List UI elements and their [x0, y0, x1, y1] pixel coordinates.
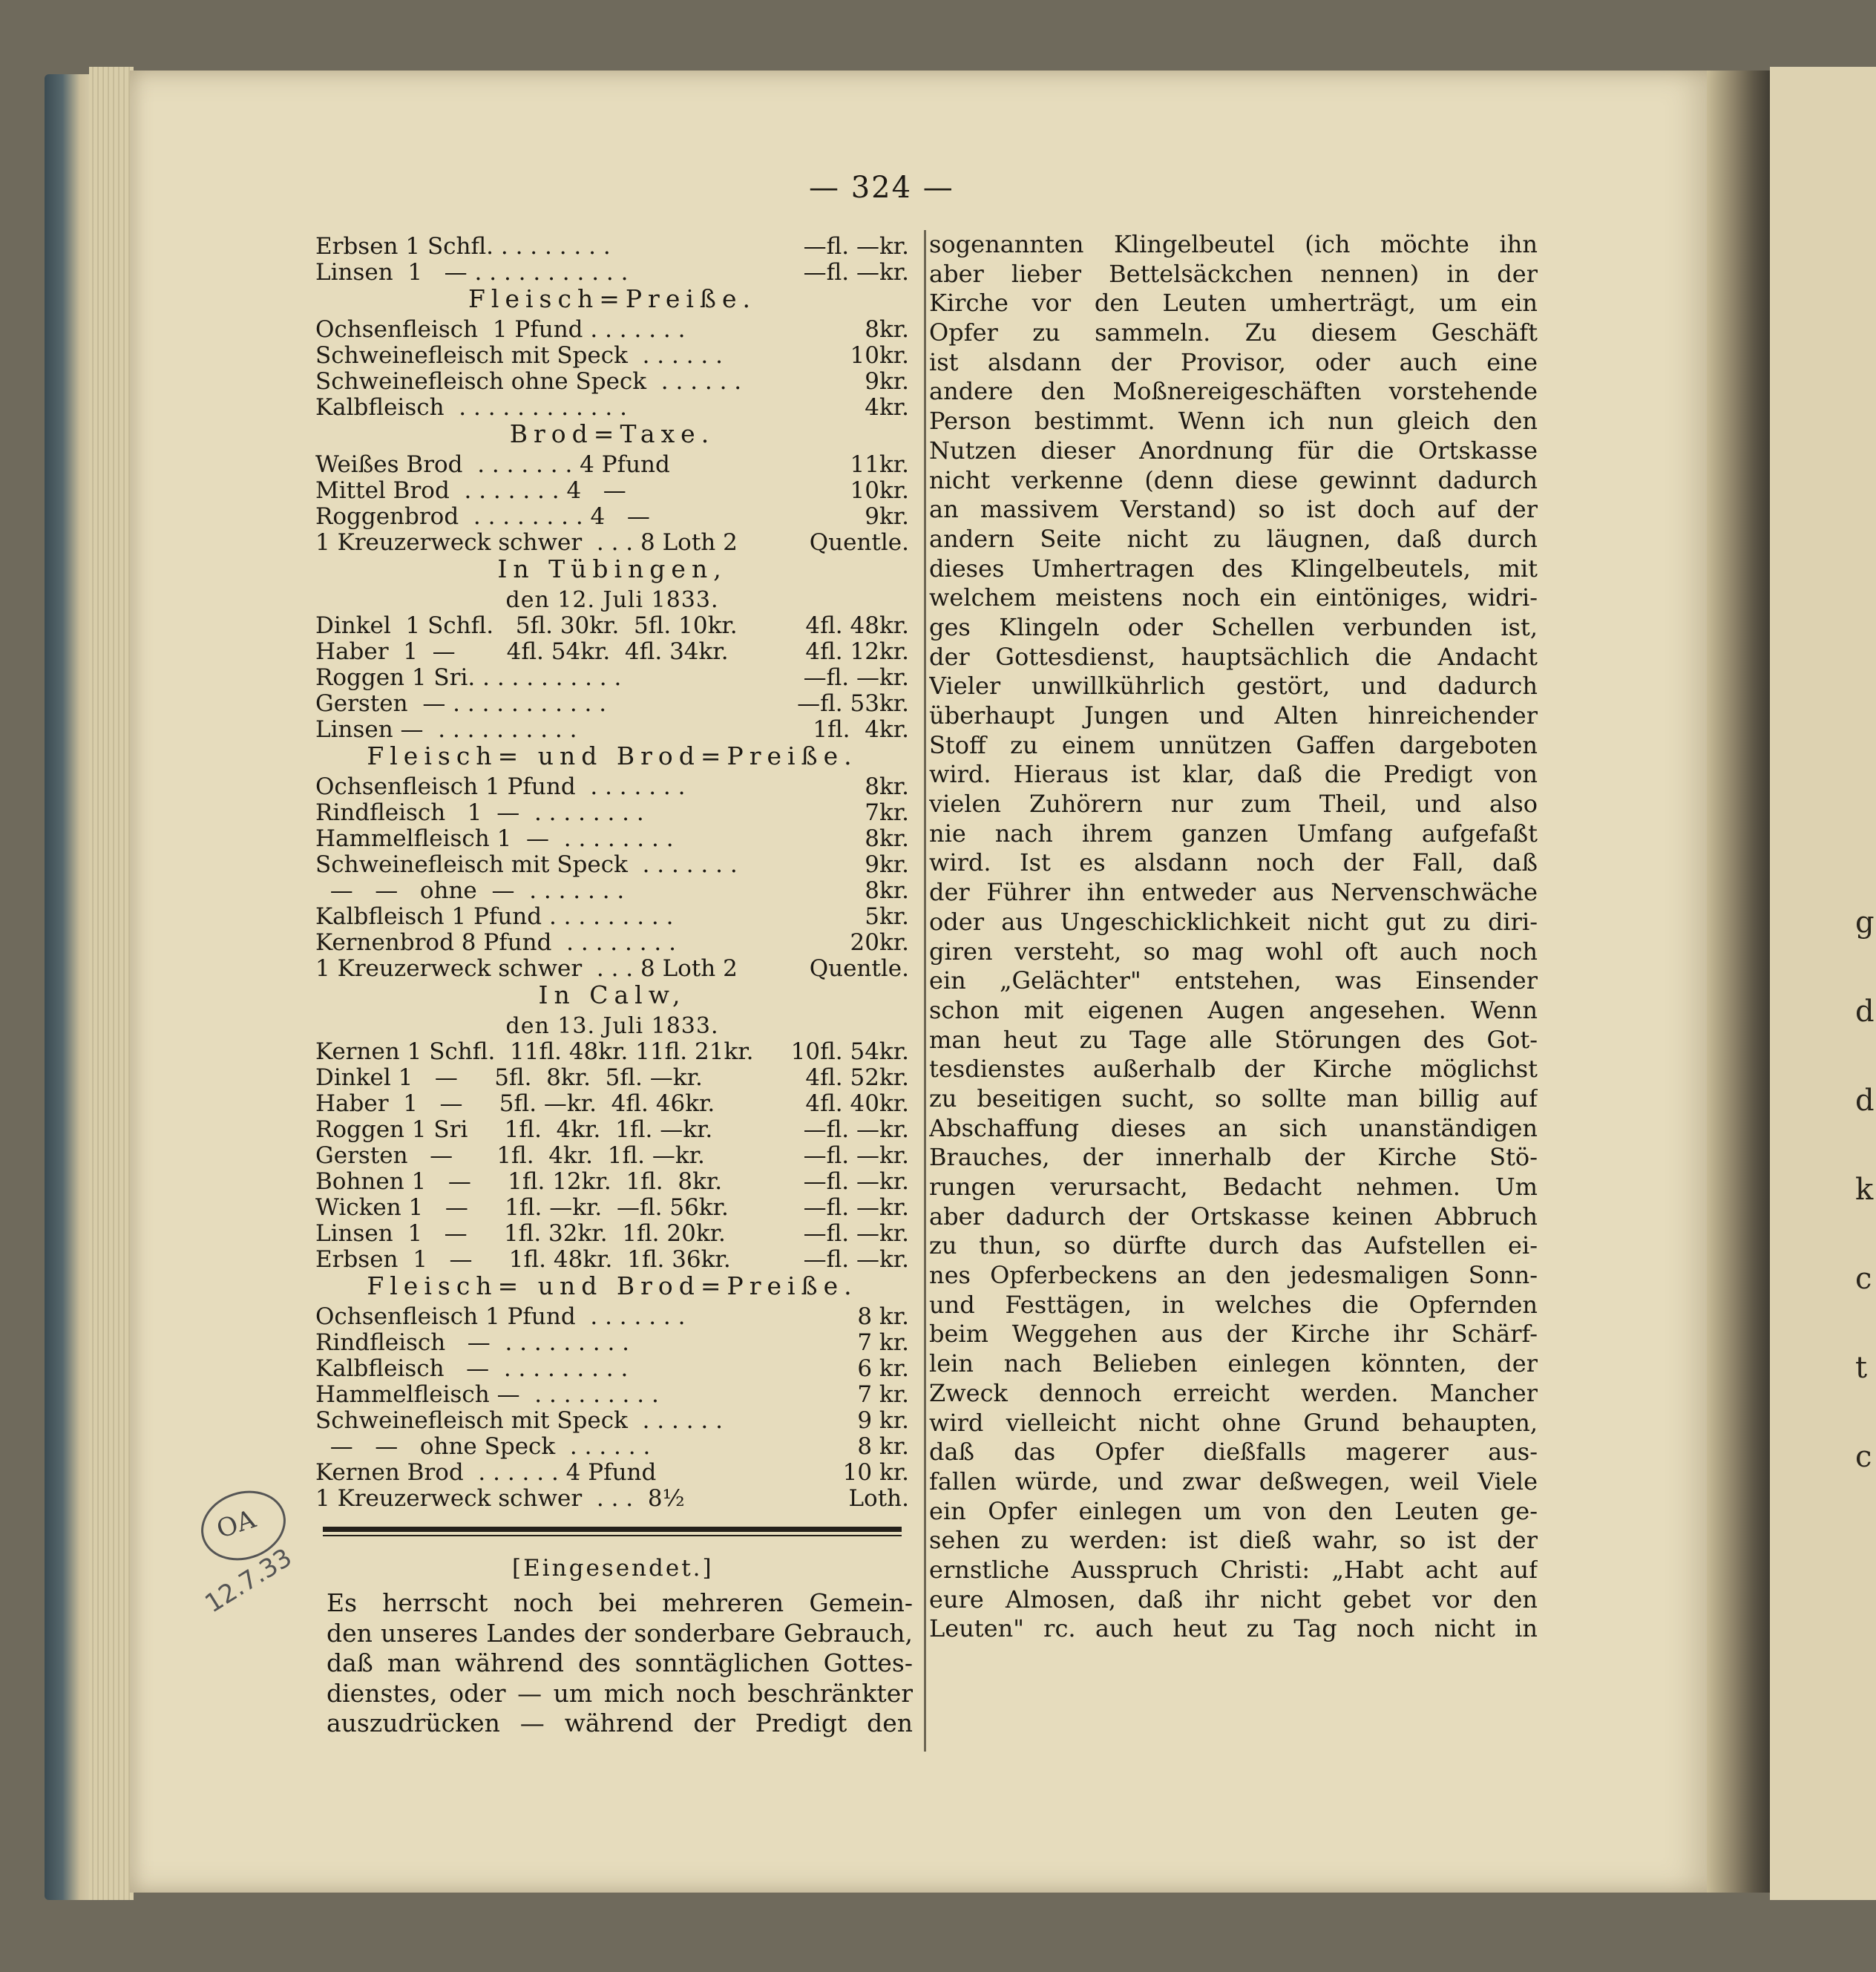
text-line: tesdienstes außerhalb der Kirche möglichst [929, 1055, 1538, 1084]
text-line: lein nach Belieben einlegen könnten, der [929, 1349, 1538, 1378]
price-item: 1 Kreuzerweck schwer . . . 8 Loth 2 [315, 529, 738, 556]
price-row [315, 1091, 909, 1117]
next-page-edge [1770, 67, 1876, 1900]
price-row [315, 1195, 909, 1221]
text-line: Vieler unwillkührlich gestört, und dadurch [929, 672, 1538, 701]
handwritten-date: 12.7.33 [200, 1542, 298, 1619]
price-item: Schweinefleisch ohne Speck . . . . . . [315, 368, 742, 395]
price-item: — — ohne Speck . . . . . . [315, 1433, 651, 1460]
text-line: beim Weggehen aus der Kirche ihr Schärf- [929, 1320, 1538, 1349]
price-row [315, 504, 909, 530]
price-row [315, 1117, 909, 1143]
section-heading: In Tübingen, [497, 554, 727, 583]
price-value: 4fl. 12kr. [805, 638, 909, 665]
text-line: Opfer zu sammeln. Zu diesem Geschäft [929, 318, 1538, 347]
eingesandt-heading: [Eingesendet.] [512, 1555, 714, 1582]
text-line: dieses Umhertragen des Klingelbeutels, mit [929, 554, 1538, 583]
price-list-column [315, 234, 909, 1512]
price-row [315, 691, 909, 717]
price-value: 9kr. [865, 368, 909, 395]
price-row [315, 1382, 909, 1408]
text-line: daß das Opfer dießfalls magerer aus- [929, 1438, 1538, 1467]
text-line: ernstliche Ausspruch Christi: „Habt acht auf [929, 1555, 1538, 1584]
text-line: wird. Hieraus ist klar, daß die Predigt von [929, 760, 1538, 789]
price-row [315, 639, 909, 665]
text-line: andere den Moßnereigeschäften vorstehende [929, 377, 1538, 406]
text-line: Person bestimmt. Wenn ich nun gleich den [929, 407, 1538, 436]
price-value: 8 kr. [857, 1303, 909, 1330]
section-rule-thick [323, 1527, 902, 1532]
page-number: — 324 — [809, 171, 954, 205]
text-line: den unseres Landes der sonderbare Gebrauch, [327, 1618, 913, 1648]
price-row [315, 1065, 909, 1091]
price-value: —fl. 53kr. [797, 690, 909, 717]
price-value: 6 kr. [857, 1355, 909, 1382]
price-value: 8kr. [865, 825, 909, 852]
price-item: Hammelfleisch 1 — . . . . . . . . [315, 825, 674, 852]
text-line: giren versteht, so mag wohl oft auch noch [929, 937, 1538, 966]
price-value: 9kr. [865, 851, 909, 878]
price-value: —fl. —kr. [803, 1168, 909, 1195]
price-row [315, 1221, 909, 1247]
price-item: Kernenbrod 8 Pfund . . . . . . . . [315, 929, 676, 956]
book-gutter [1707, 71, 1774, 1893]
price-value: —fl. —kr. [803, 1220, 909, 1247]
price-value: 4fl. 48kr. [805, 612, 909, 639]
section-date: den 13. Juli 1833. [505, 1013, 719, 1039]
price-row [315, 878, 909, 904]
text-line: ein „Gelächter" entstehen, was Einsender [929, 966, 1538, 995]
price-value: 8kr. [865, 773, 909, 800]
price-item: Linsen 1 — 1fl. 32kr. 1fl. 20kr. [315, 1220, 726, 1247]
text-line: welchem meistens noch ein eintöniges, widri- [929, 583, 1538, 612]
text-line: Abschaffung dieses an sich unanständigen [929, 1113, 1538, 1142]
section-heading: Fleisch=Preiße. [468, 284, 756, 313]
text-line: nicht verkenne (denn diese gewinnt dadurch [929, 465, 1538, 494]
text-line: Stoff zu einem unnützen Gaffen dargeboten [929, 730, 1538, 759]
price-value: 10 kr. [842, 1459, 909, 1486]
price-value: 7 kr. [857, 1329, 909, 1356]
text-line: oder aus Ungeschicklichkeit nicht gut zu diri- [929, 907, 1538, 936]
price-value: 10kr. [850, 342, 909, 369]
price-item: Roggen 1 Sri. . . . . . . . . . . [315, 664, 622, 691]
next-page-fragment: g [1855, 905, 1875, 940]
next-page-fragment: d [1855, 995, 1875, 1029]
price-row [315, 1486, 909, 1512]
price-item: Haber 1 — 4fl. 54kr. 4fl. 34kr. [315, 638, 729, 665]
price-value: —fl. —kr. [803, 1246, 909, 1273]
price-value: 8 kr. [857, 1433, 909, 1460]
price-item: Kernen Brod . . . . . . 4 Pfund [315, 1459, 657, 1486]
price-item: Gersten — . . . . . . . . . . . [315, 690, 607, 717]
price-item: Gersten — 1fl. 4kr. 1fl. —kr. [315, 1142, 705, 1169]
text-line: eure Almosen, daß ihr nicht gebet vor den [929, 1585, 1538, 1614]
text-line: Leuten" rc. auch heut zu Tag noch nicht in [929, 1614, 1538, 1643]
text-line: Kirche vor den Leuten umherträgt, um ein [929, 289, 1538, 318]
price-row [315, 904, 909, 930]
section-heading: Fleisch= und Brod=Preiße. [367, 1271, 858, 1300]
price-value: —fl. —kr. [803, 1116, 909, 1143]
text-line: ges Klingeln oder Schellen verbunden ist, [929, 612, 1538, 641]
price-row [315, 774, 909, 800]
price-item: Schweinefleisch mit Speck . . . . . . [315, 342, 723, 369]
text-line: aber lieber Bettelsäckchen nennen) in der [929, 259, 1538, 288]
price-value: 4kr. [865, 394, 909, 421]
price-item: Roggen 1 Sri 1fl. 4kr. 1fl. —kr. [315, 1116, 713, 1143]
price-value: 10kr. [850, 477, 909, 504]
price-value: —fl. —kr. [803, 259, 909, 286]
text-line: nes Opferbeckens an den jedesmaligen Sonn- [929, 1261, 1538, 1290]
price-row [315, 1247, 909, 1273]
text-line: Zweck dennoch erreicht werden. Mancher [929, 1378, 1538, 1407]
page-stack-edge [89, 67, 134, 1900]
price-value: 5kr. [865, 903, 909, 930]
text-line: der Führer ihn entweder aus Nervenschwäche [929, 878, 1538, 907]
text-line: sogenannten Klingelbeutel (ich möchte ihn [929, 230, 1538, 258]
price-item: Ochsenfleisch 1 Pfund . . . . . . . [315, 773, 686, 800]
price-row [315, 1356, 909, 1382]
section-date: den 12. Juli 1833. [505, 587, 719, 613]
price-value: 4fl. 52kr. [805, 1064, 909, 1091]
text-line: man heut zu Tage alle Störungen des Got- [929, 1025, 1538, 1054]
price-item: Rindfleisch 1 — . . . . . . . . [315, 799, 644, 826]
text-line: an massivem Verstand) so ist doch auf der [929, 495, 1538, 524]
text-line: und Festtägen, in welches die Opfernden [929, 1290, 1538, 1319]
price-row [315, 478, 909, 504]
price-row [315, 234, 909, 260]
price-value: —fl. —kr. [803, 233, 909, 260]
price-row [315, 613, 909, 639]
price-value: 10fl. 54kr. [790, 1038, 909, 1065]
price-row [315, 826, 909, 852]
price-row [315, 1169, 909, 1195]
price-row [315, 1039, 909, 1065]
text-line: sehen zu werden: ist dieß wahr, so ist der [929, 1526, 1538, 1555]
price-row [315, 1460, 909, 1486]
stamp-text: OA [213, 1504, 260, 1545]
price-item: Kalbfleisch 1 Pfund . . . . . . . . . [315, 903, 674, 930]
price-row [315, 930, 909, 956]
price-row [315, 1330, 909, 1356]
price-row [315, 1434, 909, 1460]
text-line: vielen Zuhörern nur zum Theil, und also [929, 790, 1538, 819]
price-value: 7 kr. [857, 1381, 909, 1408]
next-page-fragment: d [1855, 1084, 1875, 1118]
text-line: andern Seite nicht zu läugnen, daß durch [929, 524, 1538, 553]
price-item: Mittel Brod . . . . . . . 4 — [315, 477, 626, 504]
price-row [315, 1304, 909, 1330]
text-line: ist alsdann der Provisor, oder auch eine [929, 347, 1538, 376]
price-row [315, 1408, 909, 1434]
article-column-left [327, 1588, 913, 1739]
price-item: Weißes Brod . . . . . . . 4 Pfund [315, 451, 670, 478]
price-value: 9 kr. [857, 1407, 909, 1434]
price-row [315, 260, 909, 286]
text-line: ein Opfer einlegen um von den Leuten ge- [929, 1496, 1538, 1525]
price-value: —fl. —kr. [803, 664, 909, 691]
price-item: Dinkel 1 Schfl. 5fl. 30kr. 5fl. 10kr. [315, 612, 738, 639]
price-value: —fl. —kr. [803, 1194, 909, 1221]
price-row [315, 317, 909, 343]
text-line: wird vielleicht nicht ohne Grund behaupten, [929, 1408, 1538, 1437]
text-line: der Gottesdienst, hauptsächlich die Andacht [929, 642, 1538, 671]
price-item: Wicken 1 — 1fl. —kr. —fl. 56kr. [315, 1194, 729, 1221]
text-line: Es herrscht noch bei mehreren Gemein- [327, 1588, 913, 1617]
text-line: zu beseitigen sucht, so sollte man billig auf [929, 1084, 1538, 1113]
price-value: 11kr. [850, 451, 909, 478]
price-row [315, 665, 909, 691]
price-item: Haber 1 — 5fl. —kr. 4fl. 46kr. [315, 1090, 715, 1117]
price-value: Quentle. [809, 955, 909, 982]
price-item: Kalbfleisch . . . . . . . . . . . . [315, 394, 627, 421]
text-line: schon mit eigenen Augen angesehen. Wenn [929, 995, 1538, 1024]
price-value: 4fl. 40kr. [805, 1090, 909, 1117]
text-line: Nutzen dieser Anordnung für die Ortskasse [929, 436, 1538, 465]
price-row [315, 343, 909, 369]
price-row [315, 395, 909, 421]
price-row [315, 717, 909, 743]
price-item: 1 Kreuzerweck schwer . . . 8 Loth 2 [315, 955, 738, 982]
price-item: Hammelfleisch — . . . . . . . . . [315, 1381, 659, 1408]
price-value: 1fl. 4kr. [813, 716, 909, 743]
column-divider [924, 230, 926, 1752]
text-line: Brauches, der innerhalb der Kirche Stö- [929, 1143, 1538, 1172]
price-value: Loth. [848, 1485, 909, 1512]
text-line: wird. Ist es alsdann noch der Fall, daß [929, 848, 1538, 877]
section-rule-thin [323, 1535, 902, 1536]
price-item: Ochsenfleisch 1 Pfund . . . . . . . [315, 316, 686, 343]
price-item: 1 Kreuzerweck schwer . . . 8½ [315, 1485, 685, 1512]
price-item: Erbsen 1 — 1fl. 48kr. 1fl. 36kr. [315, 1246, 731, 1273]
price-row [315, 369, 909, 395]
price-item: — — ohne — . . . . . . . [315, 877, 625, 904]
next-page-fragment: t [1855, 1351, 1868, 1385]
price-item: Schweinefleisch mit Speck . . . . . . . [315, 851, 738, 878]
price-value: 7kr. [865, 799, 909, 826]
next-page-fragment: k [1855, 1173, 1874, 1207]
price-row [315, 800, 909, 826]
price-item: Kernen 1 Schfl. 11fl. 48kr. 11fl. 21kr. [315, 1038, 754, 1065]
price-item: Bohnen 1 — 1fl. 12kr. 1fl. 8kr. [315, 1168, 723, 1195]
text-line: überhaupt Jungen und Alten hinreichender [929, 701, 1538, 730]
section-heading: In Calw, [538, 980, 686, 1009]
section-heading: Fleisch= und Brod=Preiße. [367, 741, 858, 770]
text-line: daß man während des sonntäglichen Gottes- [327, 1648, 913, 1677]
price-value: Quentle. [809, 529, 909, 556]
text-line: auszudrücken — während der Predigt den [327, 1709, 913, 1737]
text-line: zu thun, so dürfte durch das Aufstellen ei- [929, 1231, 1538, 1260]
price-item: Kalbfleisch — . . . . . . . . . [315, 1355, 629, 1382]
article-column-right [929, 230, 1538, 1644]
price-row [315, 852, 909, 878]
price-value: 20kr. [850, 929, 909, 956]
price-item: Ochsenfleisch 1 Pfund . . . . . . . [315, 1303, 686, 1330]
text-line: aber dadurch der Ortskasse keinen Abbruch [929, 1202, 1538, 1231]
text-line: fallen würde, und zwar deßwegen, weil Viele [929, 1467, 1538, 1496]
next-page-fragment: c [1855, 1262, 1872, 1296]
section-heading: Brod=Taxe. [509, 419, 715, 448]
price-item: Linsen — . . . . . . . . . . [315, 716, 577, 743]
price-value: 8kr. [865, 316, 909, 343]
price-row [315, 452, 909, 478]
price-value: 9kr. [865, 503, 909, 530]
price-row [315, 1143, 909, 1169]
price-item: Linsen 1 — . . . . . . . . . . . [315, 259, 629, 286]
price-row [315, 956, 909, 982]
next-page-fragment: c [1855, 1440, 1872, 1474]
price-value: —fl. —kr. [803, 1142, 909, 1169]
price-item: Erbsen 1 Schfl. . . . . . . . . [315, 233, 611, 260]
price-row [315, 530, 909, 556]
price-item: Dinkel 1 — 5fl. 8kr. 5fl. —kr. [315, 1064, 703, 1091]
price-item: Rindfleisch — . . . . . . . . . [315, 1329, 630, 1356]
text-line: rungen verursacht, Bedacht nehmen. Um [929, 1173, 1538, 1201]
text-line: nie nach ihrem ganzen Umfang aufgefaßt [929, 819, 1538, 848]
price-value: 8kr. [865, 877, 909, 904]
price-item: Roggenbrod . . . . . . . . 4 — [315, 503, 650, 530]
price-item: Schweinefleisch mit Speck . . . . . . [315, 1407, 723, 1434]
text-line: dienstes, oder — um mich noch beschränkter [327, 1678, 913, 1708]
